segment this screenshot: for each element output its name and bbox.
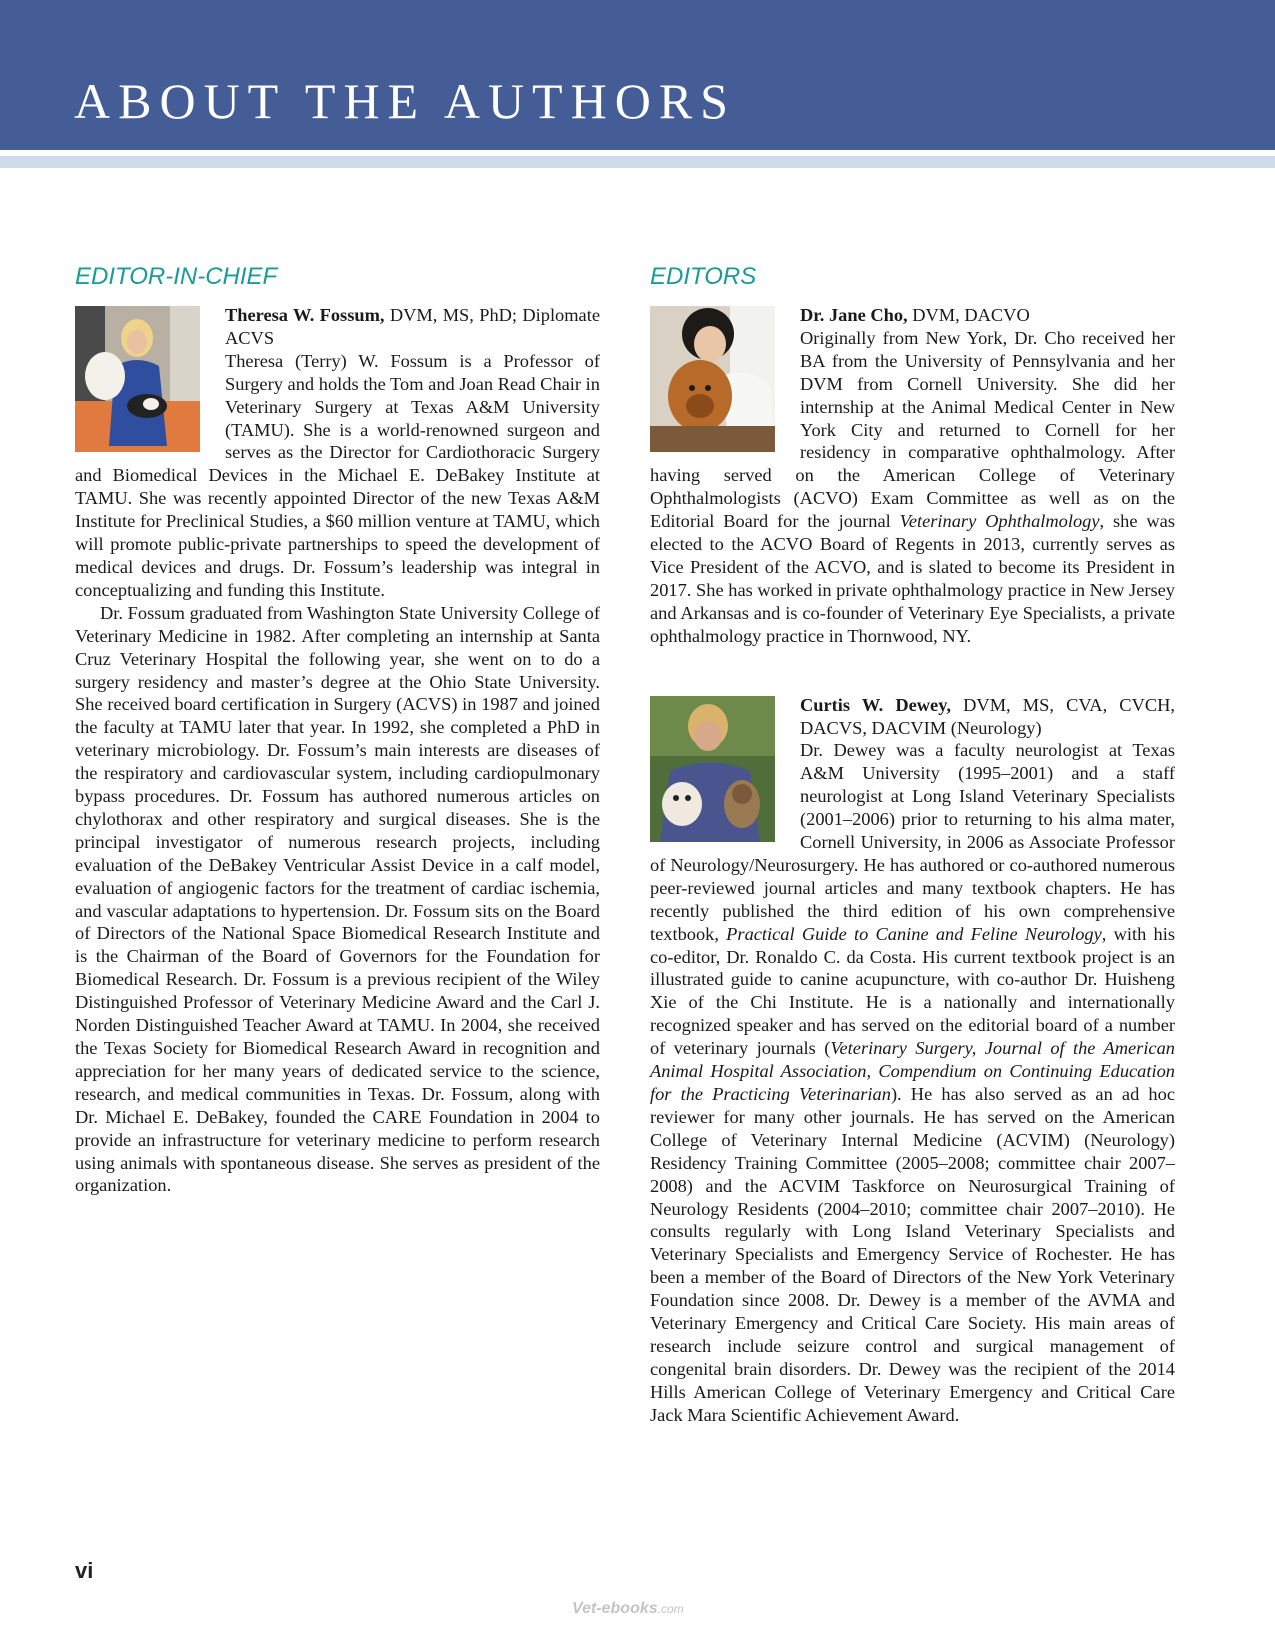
watermark xyxy=(572,1600,684,1618)
cho-journal: Veterinary Ophthalmology xyxy=(899,511,1100,532)
author-photo-woman-with-golden-retriever-icon xyxy=(650,306,775,452)
cho-bio xyxy=(650,304,1175,648)
cho-credentials: DVM, DACVO xyxy=(907,305,1030,325)
editor-in-chief-heading: EDITOR-IN-CHIEF xyxy=(75,263,278,290)
dewey-book: Practical Guide to Canine and Feline Neurology xyxy=(726,923,1102,944)
watermark-suffix: .com xyxy=(657,1602,684,1616)
fossum-name: Theresa W. Fossum, xyxy=(225,305,385,325)
author-photo-woman-with-dogs-icon xyxy=(75,306,200,452)
editors-heading: EDITORS xyxy=(650,263,757,290)
cho-name: Dr. Jane Cho, xyxy=(800,305,908,325)
dewey-credentials: DVM, MS, CVA, CVCH, DACVS, DACVIM (Neurology) xyxy=(800,694,1175,738)
editors-column xyxy=(650,262,1175,1427)
dewey-journals: Veterinary Surgery, Journal of the American Animal Hospital Association, Compendium on Continuing Education for the Practicing Veterinarian xyxy=(650,1038,1175,1104)
header-stripe xyxy=(0,156,1275,168)
fossum-paragraph-1: Theresa (Terry) W. Fossum is a Professor of Surgery and holds the Tom and Joan Read Chair in Veterinary Surgery at Texas A&M University (TAMU). She is a world-renowned surgeon and serves as the Director for Cardiothoracic Surgery and Biomedical Devices in the Michael E. DeBakey Institute at TAMU. She was recently appointed Director of the new Texas A&M Institute for Preclinical Studies, a $60 million venture at TAMU, which will promote public-private partnerships to speed the development of medical devices and drugs. Dr. Fossum’s leadership was integral in conceptualizing and funding this Institute. xyxy=(75,350,600,600)
page-number: vi xyxy=(75,1558,94,1583)
dewey-bio xyxy=(650,694,1175,1427)
dewey-text-b: , with his co-editor, Dr. Ronaldo C. da Costa. His current textbook project is an illustrated guide to canine acupuncture, with co-author Dr. Huisheng Xie of the Chi Institute. He is a nationally and internationally recognized speaker and has served on the editorial board of a number of veterinary journals ( xyxy=(650,923,1175,1059)
watermark-text: Vet-ebooks xyxy=(572,1600,658,1617)
author-photo-man-with-dogs-icon xyxy=(650,696,775,842)
cho-text-b: , she was elected to the ACVO Board of Regents in 2013, currently serves as Vice President of the ACVO, and is slated to become its President in 2017. She has worked in private ophthalmology practice in New Jersey and Arkansas and is co-founder of Veterinary Eye Specialists, a private ophthalmology practice in Thornwood, NY. xyxy=(650,511,1175,646)
dewey-text-c: ). He has also served as an ad hoc reviewer for many other journals. He has served on the American College of Veterinary Internal Medicine (ACVIM) (Neurology) Residency Training Committee (2005–2008; committee chair 2007–2008) and the ACVIM Taskforce on Neurosurgical Training of Neurology Residents (2004–2010; committee chair 2007–2010). He consults regularly with Long Island Veterinary Specialists and Veterinary Specialists and Emergency Service of Rochester. He has been a member of the Board of Directors of the New York Veterinary Foundation since 2008. Dr. Dewey is a member of the AVMA and Veterinary Emergency and Critical Care Society. His main areas of research include seizure control and surgical management of congenital brain disorders. Dr. Dewey was the recipient of the 2014 Hills American College of Veterinary Emergency and Critical Care Jack Mara Scientific Achievement Award. xyxy=(650,1084,1175,1425)
fossum-paragraph-2: Dr. Fossum graduated from Washington State University College of Veterinary Medicine in 1982. After completing an internship at Santa Cruz Veterinary Hospital the following year, she went on to do a surgery residency and master’s degree at the Ohio State University. She received board certification in Surgery (ACVS) in 1987 and joined the faculty at TAMU later that year. In 1992, she completed a PhD in veterinary microbiology. Dr. Fossum’s main interests are diseases of the respiratory and cardiovascular system, including cardiopulmonary bypass procedures. Dr. Fossum has authored numerous articles on chylothorax and other respiratory and surgical diseases. She is the principal investigator of numerous research projects, including evaluation of the DeBakey Ventricular Assist Device in a calf model, evaluation of angiogenic factors for the treatment of cardiac ischemia, and vascular adaptations to hypertension. Dr. Fossum sits on the Board of Directors of the National Space Biomedical Research Institute and is the Chairman of the Board of Governors for the Foundation for Biomedical Research. Dr. Fossum is a previous recipient of the Wiley Distinguished Professor of Veterinary Medicine Award and the Carl J. Norden Distinguished Teacher Award at TAMU. In 2004, she received the Texas Society for Biomedical Research Award in recognition and appreciation for her many years of dedicated service to the science, research, and medical communities in Texas. Dr. Fossum, along with Dr. Michael E. DeBakey, founded the CARE Foundation in 2004 to provide an infrastructure for veterinary medicine to perform research using animals with spontaneous disease. She serves as president of the organization. xyxy=(75,602,600,1196)
editor-in-chief-column xyxy=(75,262,600,1197)
page-title: ABOUT THE AUTHORS xyxy=(74,73,736,129)
section-gap xyxy=(650,648,1175,694)
dewey-name: Curtis W. Dewey, xyxy=(800,694,951,715)
dewey-text-a: Dr. Dewey was a faculty neurologist at Texas A&M University (1995–2001) and a staff neurologist at Long Island Veterinary Specialists (2001–2006) prior to returning to his alma mater, Cornell University, in 2006 as Associate Professor of Neurology/Neurosurgery. He has authored or co-authored numerous peer-reviewed journal articles and many textbook chapters. He has recently published the third edition of his own comprehensive textbook, xyxy=(650,740,1175,944)
cho-text-a: Originally from New York, Dr. Cho received her BA from the University of Pennsylvania and her DVM from Cornell University. She did her internship at the Animal Medical Center in New York City and returned to Cornell for her residency in comparative ophthalmology. After having served on the American College of Veterinary Ophthalmologists (ACVO) Exam Committee as well as on the Editorial Board for the journal xyxy=(650,327,1175,532)
fossum-credentials: DVM, MS, PhD; Diplomate ACVS xyxy=(225,305,600,348)
header-banner xyxy=(0,0,1275,150)
fossum-bio xyxy=(75,304,600,1197)
